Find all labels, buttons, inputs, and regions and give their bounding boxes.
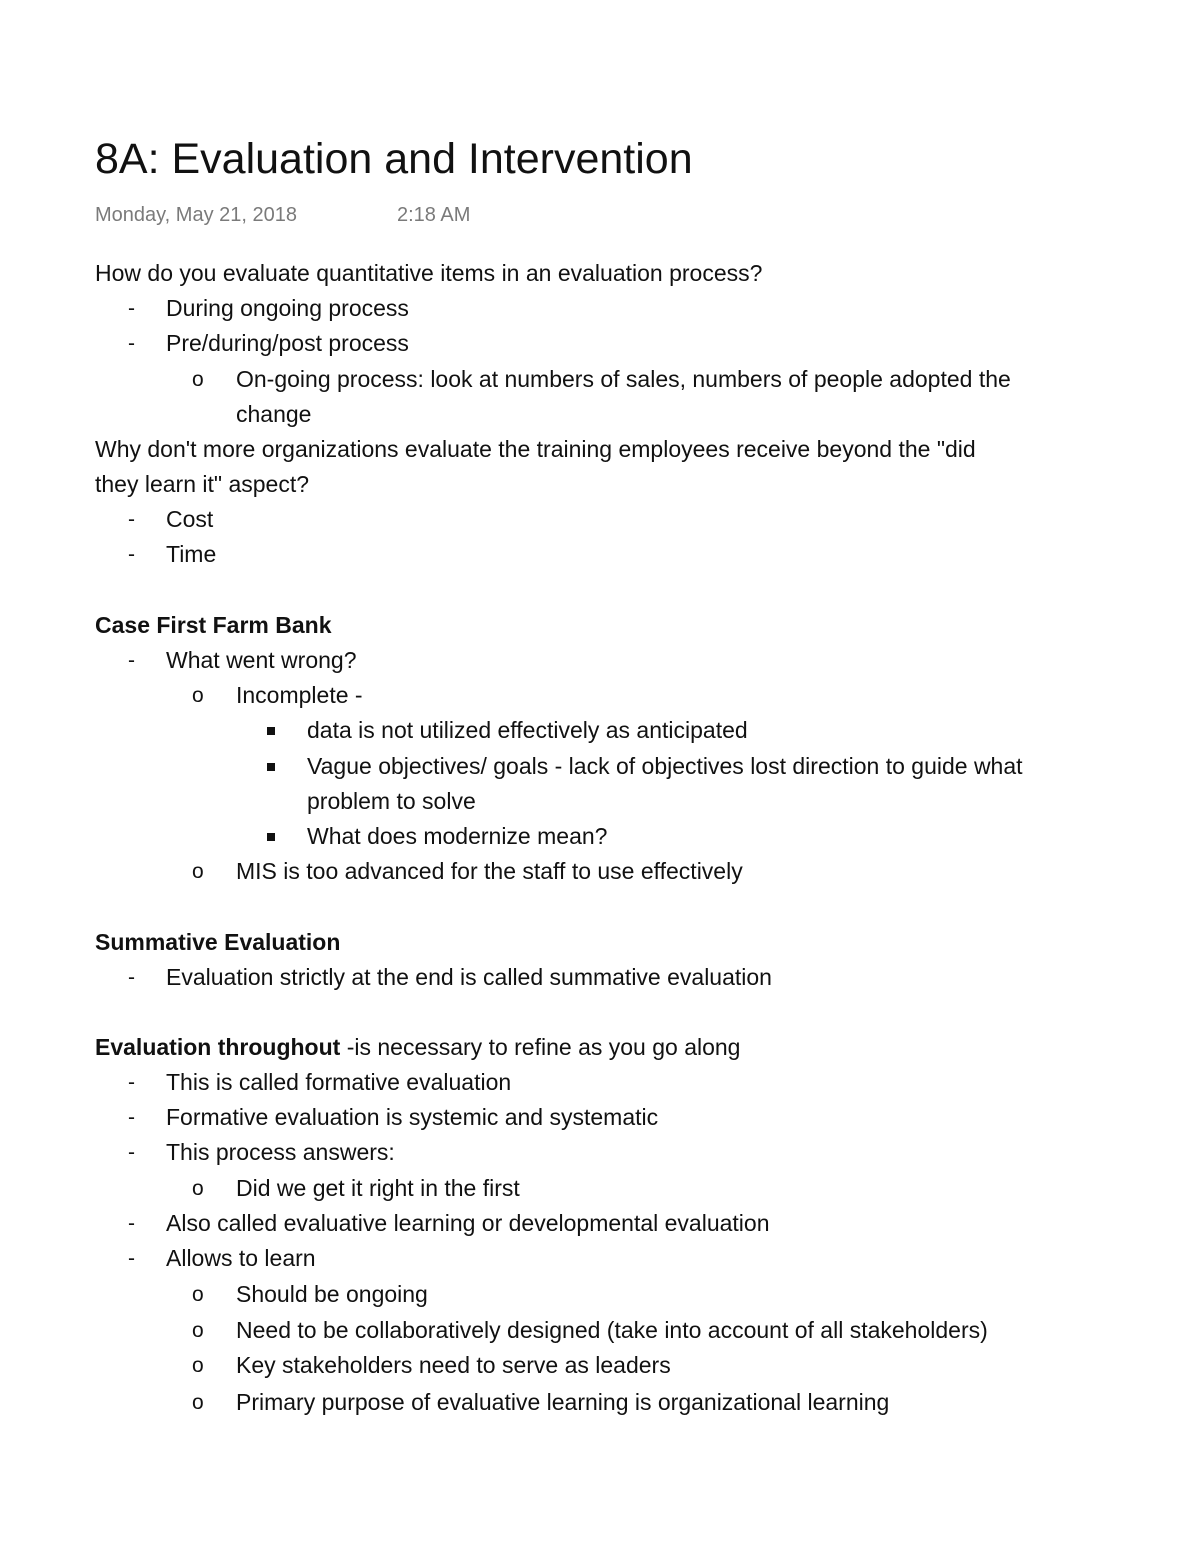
list-item: During ongoing process bbox=[166, 295, 409, 321]
section-heading-summative: Summative Evaluation bbox=[95, 929, 341, 955]
list-item: What does modernize mean? bbox=[307, 823, 608, 849]
list-item: Time bbox=[166, 541, 217, 567]
dash-bullet: - bbox=[128, 1247, 135, 1270]
circle-bullet: o bbox=[192, 1319, 204, 1342]
question-quantitative: How do you evaluate quantitative items in an evaluation process? bbox=[95, 260, 763, 286]
heading-rest: -is necessary to refine as you go along bbox=[340, 1034, 741, 1060]
list-item: Formative evaluation is systemic and systematic bbox=[166, 1104, 659, 1130]
list-item-continuation: problem to solve bbox=[307, 788, 476, 814]
list-item: Evaluation strictly at the end is called summative evaluation bbox=[166, 964, 772, 990]
note-time: 2:18 AM bbox=[397, 204, 471, 226]
list-item: Incomplete - bbox=[236, 682, 363, 708]
list-item: Need to be collaboratively designed (take into account of all stakeholders) bbox=[236, 1317, 988, 1343]
list-item: Vague objectives/ goals - lack of objectives lost direction to guide what bbox=[307, 753, 1023, 779]
circle-bullet: o bbox=[192, 1391, 204, 1414]
list-item: Key stakeholders need to serve as leaders bbox=[236, 1352, 671, 1378]
dash-bullet: - bbox=[128, 1071, 135, 1094]
circle-bullet: o bbox=[192, 684, 204, 707]
square-bullet-icon bbox=[267, 833, 275, 841]
square-bullet-icon bbox=[267, 763, 275, 771]
dash-bullet: - bbox=[128, 966, 135, 989]
circle-bullet: o bbox=[192, 860, 204, 883]
list-item: data is not utilized effectively as anticipated bbox=[307, 717, 748, 743]
dash-bullet: - bbox=[128, 332, 135, 355]
circle-bullet: o bbox=[192, 368, 204, 391]
question-training: Why don't more organizations evaluate the training employees receive beyond the "did bbox=[95, 436, 976, 462]
list-item: Primary purpose of evaluative learning is organizational learning bbox=[236, 1389, 890, 1415]
dash-bullet: - bbox=[128, 649, 135, 672]
list-item: Cost bbox=[166, 506, 214, 532]
dash-bullet: - bbox=[128, 508, 135, 531]
list-item: Should be ongoing bbox=[236, 1281, 428, 1307]
section-heading-throughout bbox=[95, 1030, 740, 1065]
list-item: MIS is too advanced for the staff to use effectively bbox=[236, 858, 743, 884]
list-item: Pre/during/post process bbox=[166, 330, 409, 356]
page-title: 8A: Evaluation and Intervention bbox=[95, 135, 693, 183]
dash-bullet: - bbox=[128, 543, 135, 566]
list-item: Did we get it right in the first bbox=[236, 1175, 520, 1201]
circle-bullet: o bbox=[192, 1177, 204, 1200]
list-item: This is called formative evaluation bbox=[166, 1069, 512, 1095]
list-item: Also called evaluative learning or developmental evaluation bbox=[166, 1210, 770, 1236]
circle-bullet: o bbox=[192, 1354, 204, 1377]
dash-bullet: - bbox=[128, 1106, 135, 1129]
section-heading-case: Case First Farm Bank bbox=[95, 612, 332, 638]
circle-bullet: o bbox=[192, 1283, 204, 1306]
dash-bullet: - bbox=[128, 1141, 135, 1164]
heading-bold: Evaluation throughout bbox=[95, 1034, 341, 1060]
list-item: This process answers: bbox=[166, 1139, 395, 1165]
question-training-continuation: they learn it" aspect? bbox=[95, 471, 310, 497]
list-item: On-going process: look at numbers of sales, numbers of people adopted the bbox=[236, 366, 1011, 392]
square-bullet-icon bbox=[267, 727, 275, 735]
list-item: What went wrong? bbox=[166, 647, 357, 673]
dash-bullet: - bbox=[128, 297, 135, 320]
list-item: Allows to learn bbox=[166, 1245, 316, 1271]
note-date: Monday, May 21, 2018 bbox=[95, 204, 297, 226]
dash-bullet: - bbox=[128, 1212, 135, 1235]
list-item-continuation: change bbox=[236, 401, 312, 427]
